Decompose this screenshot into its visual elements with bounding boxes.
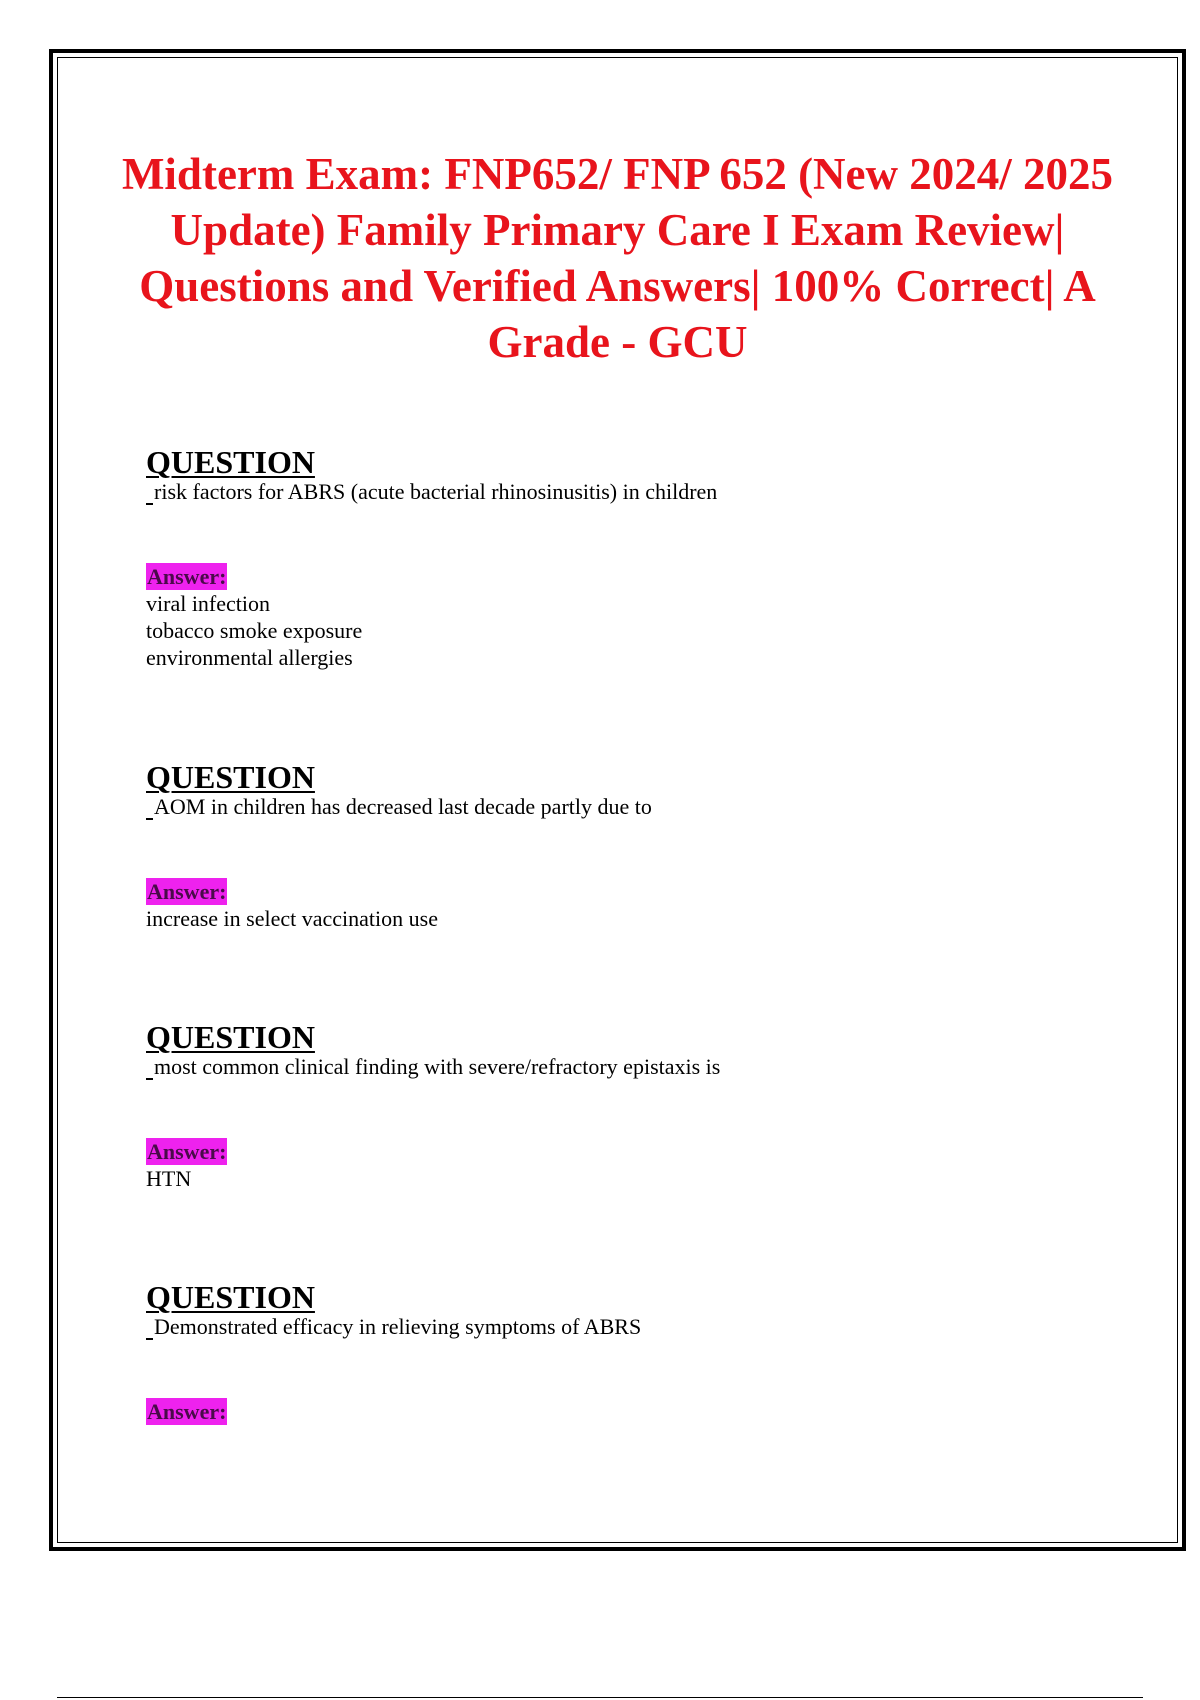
question-text [146,794,1106,820]
question-text-value: risk factors for ABRS (acute bacterial rhinosinusitis) in children [154,479,718,504]
question-heading: QUESTION [146,444,315,480]
question-text-value: Demonstrated efficacy in relieving symptoms of ABRS [154,1314,642,1339]
qa-block-4 [146,1280,1106,1425]
question-text-value: AOM in children has decreased last decade partly due to [154,794,652,819]
answer-label: Answer: [147,1139,227,1164]
qa-block-1 [146,445,1106,671]
question-text [146,479,1106,505]
question-text-value: most common clinical finding with severe/refractory epistaxis is [154,1054,721,1079]
answer-line: environmental allergies [146,645,353,670]
answer-line: tobacco smoke exposure [146,618,363,643]
question-heading: QUESTION [146,1279,315,1315]
question-heading: QUESTION [146,1019,315,1055]
answer-label: Answer: [147,879,227,904]
question-text [146,1314,1106,1340]
document-title: Midterm Exam: FNP652/ FNP 652 (New 2024/ 2025 Update) Family Primary Care I Exam Review| Questions and Verified Answers| 100% Correct| A Grade - GCU [121,149,1114,367]
answer-label: Answer: [147,564,227,589]
question-heading: QUESTION [146,759,315,795]
question-dash [146,1068,153,1080]
answer-line: increase in select vaccination use [146,906,438,931]
footer-rule [57,1697,1143,1698]
answer-line: viral infection [146,591,271,616]
answer-lines [146,590,1106,671]
question-dash [146,808,153,820]
qa-block-3 [146,1020,1106,1192]
answer-lines [146,1165,1106,1192]
answer-lines [146,905,1106,932]
answer-line: HTN [146,1166,192,1191]
qa-block-2 [146,760,1106,932]
question-dash [146,493,153,505]
question-text [146,1054,1106,1080]
answer-label: Answer: [147,1399,227,1424]
question-dash [146,1328,153,1340]
